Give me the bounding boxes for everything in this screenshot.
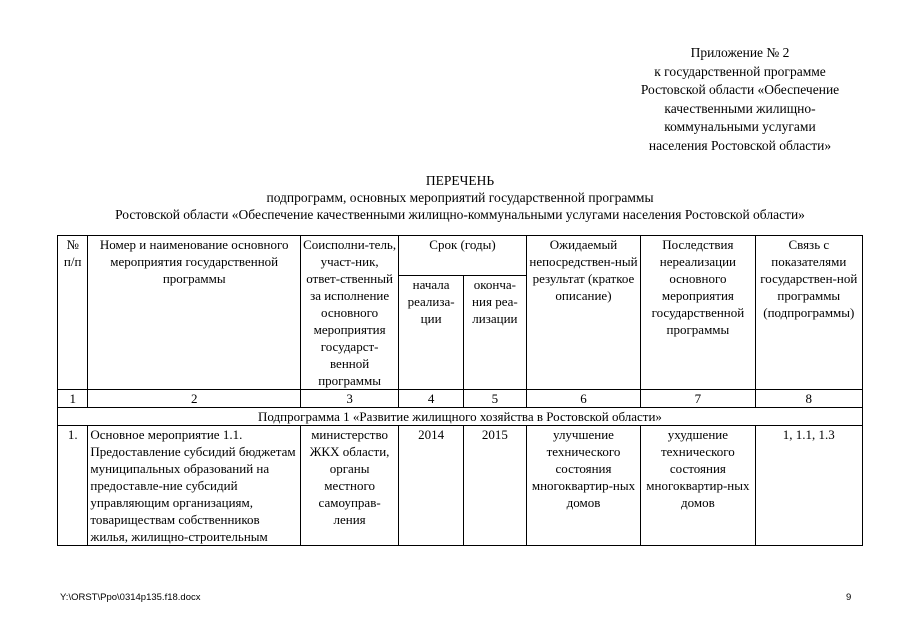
row-start: 2014 (399, 426, 464, 546)
header-name: Номер и наименование основного мероприятия государственной программы (88, 236, 301, 390)
header-term: Срок (годы) (399, 236, 527, 276)
column-number: 7 (641, 390, 755, 408)
column-number: 2 (88, 390, 301, 408)
program-table (57, 235, 863, 546)
file-path: Y:\ORST\Ppo\0314p135.f18.docx (60, 592, 201, 603)
title-heading: ПЕРЕЧЕНЬ (425, 173, 495, 188)
appendix-line: Приложение № 2 (690, 45, 790, 60)
header-result: Ожидаемый непосредствен-ный результат (краткое описание) (526, 236, 640, 390)
subprogram-title: Подпрограмма 1 «Развитие жилищного хозяйства в Ростовской области» (58, 408, 863, 426)
appendix-line: Ростовской области «Обеспечение (640, 82, 840, 97)
appendix-line: населения Ростовской области» (648, 137, 832, 153)
appendix-line: к государственной программе (654, 63, 826, 79)
column-number: 8 (755, 390, 862, 408)
table-header-row (58, 236, 863, 276)
header-num: № п/п (58, 236, 88, 390)
row-executor: министерство ЖКХ области, органы местного самоуправ-ления (301, 426, 399, 546)
column-number: 4 (399, 390, 464, 408)
column-number: 5 (464, 390, 527, 408)
appendix-line: качественными жилищно- (664, 100, 816, 116)
row-name: Основное мероприятие 1.1. Предоставление субсидий бюджетам муниципальных образований на предоставле-ние субсидий управляющим организациям, товариществам собственников жилья, жилищно-строительным (88, 426, 301, 546)
appendix-block (620, 44, 860, 155)
row-end: 2015 (464, 426, 527, 546)
row-link: 1, 1.1, 1.3 (755, 426, 862, 546)
column-number: 6 (526, 390, 640, 408)
row-result: улучшение технического состояния многоквартир-ных домов (526, 426, 640, 546)
subprogram-row (58, 408, 863, 426)
row-num: 1. (58, 426, 88, 546)
header-consequences: Последствия нереализации основного мероприятия государственной программы (641, 236, 755, 390)
document-title (40, 172, 880, 223)
header-executor: Соисполни-тель, участ-ник, ответ-ственный за исполнение основного мероприятия государст-венной программы (301, 236, 399, 390)
title-line-1: подпрограмм, основных мероприятий государственной программы (266, 190, 654, 205)
header-link: Связь с показателями государствен-ной программы (подпрограммы) (755, 236, 862, 390)
header-start: начала реализа-ции (399, 275, 464, 389)
header-end: оконча-ния реа-лизации (464, 275, 527, 389)
page-number: 9 (846, 592, 852, 603)
column-number-row (58, 390, 863, 408)
row-consequences: ухудшение технического состояния многоквартир-ных домов (641, 426, 755, 546)
column-number: 3 (301, 390, 399, 408)
appendix-line: коммунальными услугами (664, 119, 816, 134)
title-line-2: Ростовской области «Обеспечение качественными жилищно-коммунальными услугами населения Ростовской области» (115, 207, 805, 222)
column-number: 1 (58, 390, 88, 408)
table-row (58, 426, 863, 546)
